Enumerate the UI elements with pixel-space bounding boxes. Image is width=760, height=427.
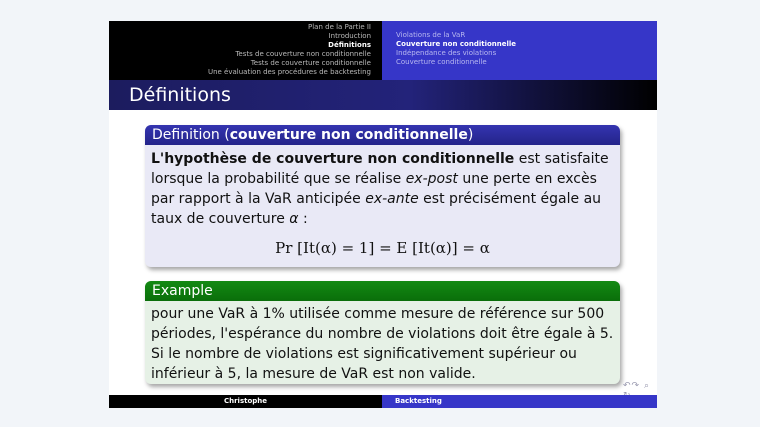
beamer-navigation-icon[interactable]: ↶↷ ⌕ (623, 381, 650, 391)
section-link-active[interactable]: Définitions (328, 41, 371, 49)
subsection-link[interactable]: Violations de la VaR (396, 31, 466, 39)
definition-body (145, 145, 620, 258)
alpha-symbol: α (289, 211, 299, 227)
slide (109, 21, 657, 408)
definition-text: est précisément égale au taux de couverture (151, 191, 602, 227)
footer-title-panel (382, 395, 657, 408)
definition-term: couverture non conditionnelle (229, 127, 468, 143)
subsection-link[interactable]: Couverture conditionnelle (396, 58, 487, 66)
example-body: pour une VaR à 1% utilisée comme mesure de référence sur 500 périodes, l'espérance du nombre de violations doit être égale à 5. Si le nombre de violations est significativement supérieur ou inférieur à 5, la mesure de VaR est non valide. (151, 306, 614, 382)
definition-title-suffix: ) (467, 127, 474, 143)
section-link[interactable]: Plan de la Partie II (308, 23, 371, 31)
frame-title: Définitions (129, 84, 231, 106)
subsection-link[interactable]: Indépendance des violations (396, 49, 497, 57)
definition-text: une perte en excès par rapport à la VaR anticipée (151, 171, 597, 207)
footer-short-title: Backtesting (395, 397, 442, 405)
definition-emphasis: ex-post (405, 171, 458, 187)
subsection-nav (396, 31, 516, 67)
header (109, 21, 657, 80)
definition-block (145, 125, 620, 267)
example-block (145, 281, 620, 384)
footer (109, 395, 657, 408)
section-link[interactable]: Tests de couverture non conditionnelle (235, 50, 371, 58)
definition-title (145, 125, 620, 145)
definition-title-prefix: Definition ( (152, 127, 230, 143)
definition-formula: Pr [It(α) = 1] = E [It(α)] = α (275, 239, 490, 257)
header-sections-panel (109, 21, 382, 80)
subsection-link-active[interactable]: Couverture non conditionnelle (396, 40, 517, 48)
section-nav (208, 23, 371, 77)
frame-title-bar (109, 80, 657, 110)
definition-text: : (298, 211, 308, 227)
section-link[interactable]: Introduction (328, 32, 371, 40)
section-link[interactable]: Une évaluation des procédures de backtesting (207, 68, 371, 76)
footer-author: Christophe (109, 395, 382, 408)
section-link[interactable]: Tests de couverture conditionnelle (250, 59, 371, 67)
definition-emphasis: ex-ante (365, 191, 419, 207)
definition-bold-term: L'hypothèse de couverture non conditionnelle (151, 151, 515, 167)
header-subsections-panel (382, 21, 657, 80)
example-title: Example (145, 281, 620, 301)
definition-text: est satisfaite lorsque la probabilité que se réalise (151, 151, 609, 187)
